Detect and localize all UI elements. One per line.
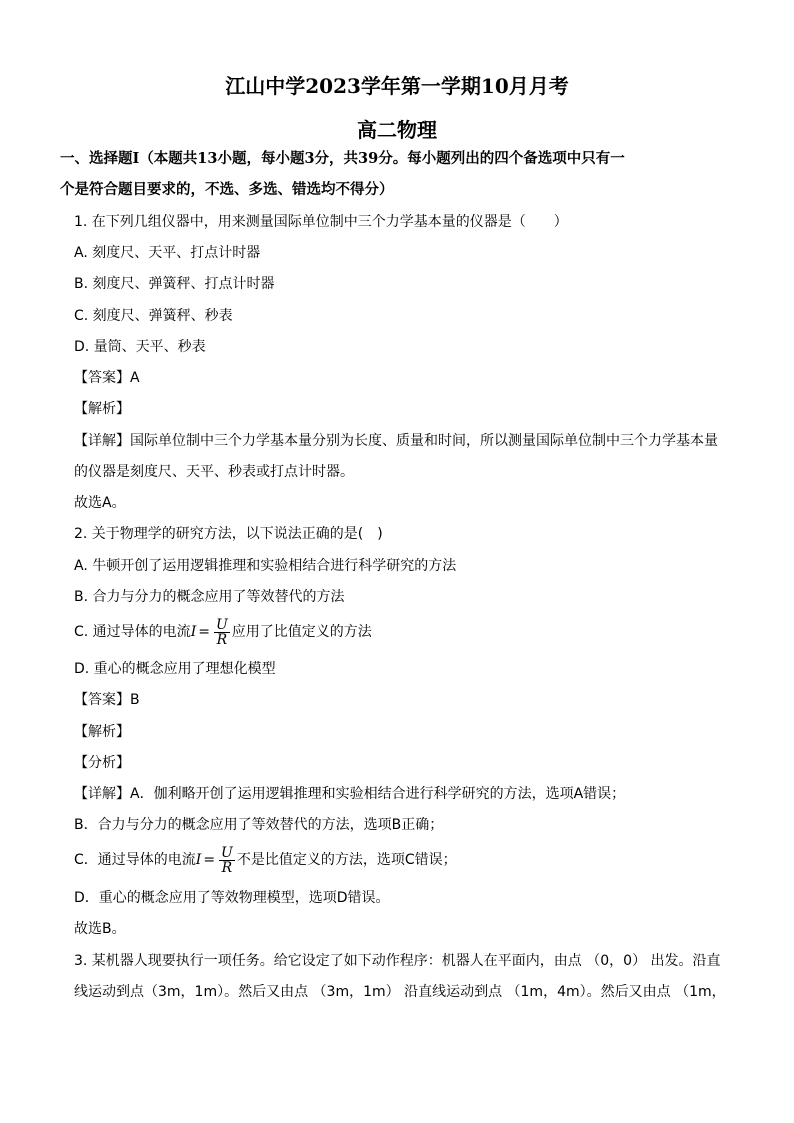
formula-denominator: R (216, 631, 228, 648)
formula-fraction (219, 846, 235, 875)
section-heading-line1: 一、选择题Ⅰ（本题共13小题，每小题3分，共39分。每小题列出的四个备选项中只有一 (60, 150, 625, 167)
q1-option-d: D. 量筒、天平、秒表 (74, 339, 206, 355)
exam-subject: 高二物理 (357, 118, 437, 142)
exam-title: 江山中学2023学年第一学期10月月考 (225, 74, 569, 98)
q2-stem: 2. 关于物理学的研究方法，以下说法正确的是( ) (74, 526, 383, 542)
q2-detail-c-suffix: 不是比值定义的方法，选项C错误； (236, 852, 457, 868)
q1-detail-line2: 的仪器是刻度尺、天平、秒表或打点计时器。 (74, 464, 354, 480)
formula-fraction (214, 618, 230, 647)
q2-conclusion: 故选B。 (74, 921, 126, 937)
formula-equals: = (198, 624, 210, 640)
q1-option-c: C. 刻度尺、弹簧秤、秒表 (74, 308, 233, 324)
q2-option-a: A. 牛顿开创了运用逻辑推理和实验相结合进行科学研究的方法 (74, 558, 457, 574)
q2-answer: 【答案】B (74, 692, 140, 708)
q2-option-c (74, 614, 372, 650)
q2-detail-c (74, 842, 457, 878)
formula-equals: = (203, 852, 216, 868)
q3-stem-line1: 3. 某机器人现要执行一项任务。给它设定了如下动作程序：机器人在平面内，由点 （0，0） 出发。沿直 (74, 953, 721, 969)
section-heading-line2: 个是符合题目要求的，不选、多选、错选均不得分） (60, 181, 394, 198)
formula-numerator: U (215, 616, 228, 633)
q1-stem: 1. 在下列几组仪器中，用来测量国际单位制中三个力学基本量的仪器是（ ） (74, 214, 568, 230)
q2-option-c-prefix: C. 通过导体的电流 (74, 624, 191, 640)
formula-numerator: U (221, 844, 233, 861)
q1-conclusion: 故选A。 (74, 495, 126, 511)
formula-current-symbol: I (190, 624, 197, 640)
q1-answer: 【答案】A (74, 370, 140, 386)
formula-current-symbol: I (195, 852, 202, 868)
q2-detail-a: 【详解】A．伽利略开创了运用逻辑推理和实验相结合进行科学研究的方法，选项A错误； (74, 786, 626, 802)
q1-option-a: A. 刻度尺、天平、打点计时器 (74, 245, 261, 261)
q2-fenxi-label: 【分析】 (74, 755, 130, 771)
q2-detail-d: D．重心的概念应用了等效物理模型，选项D错误。 (74, 890, 390, 906)
q3-stem-line2: 线运动到点（3m，1m）。然后又由点 （3m，1m） 沿直线运动到点 （1m，4m）。然后又由点 （1m， (74, 984, 726, 1000)
q2-option-b: B. 合力与分力的概念应用了等效替代的方法 (74, 589, 345, 605)
q2-detail-c-prefix: C．通过导体的电流 (74, 852, 196, 868)
q1-detail-line1: 【详解】国际单位制中三个力学基本量分别为长度、质量和时间，所以测量国际单位制中三个力学基本量 (74, 433, 718, 449)
q1-analysis-label: 【解析】 (74, 401, 130, 417)
q2-option-d: D. 重心的概念应用了理想化模型 (74, 661, 276, 677)
q2-option-c-suffix: 应用了比值定义的方法 (231, 624, 372, 640)
q2-detail-b: B．合力与分力的概念应用了等效替代的方法，选项B正确； (74, 817, 444, 833)
q1-option-b: B. 刻度尺、弹簧秤、打点计时器 (74, 276, 275, 292)
formula-denominator: R (221, 859, 233, 876)
q2-analysis-label: 【解析】 (74, 724, 130, 740)
